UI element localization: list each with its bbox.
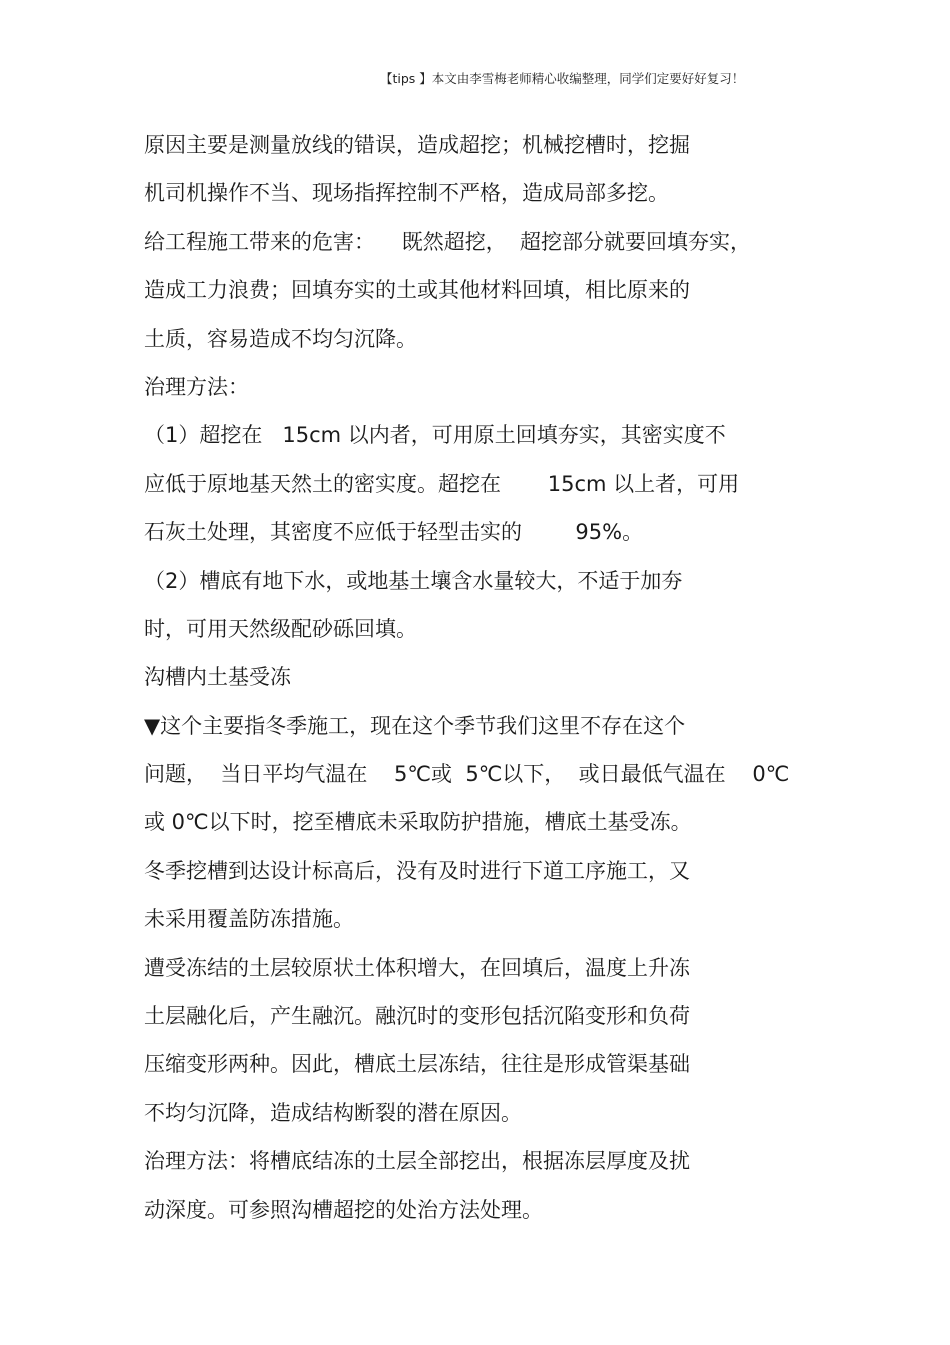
body-line: 压缩变形两种。因此，槽底土层冻结，往往是形成管渠基础 xyxy=(144,1052,690,1077)
body-line: 时，可用天然级配砂砾回填。 xyxy=(144,616,417,641)
body-line: 不均匀沉降，造成结构断裂的潜在原因。 xyxy=(144,1100,522,1125)
body-line: 原因主要是测量放线的错误，造成超挖；机械挖槽时，挖掘 xyxy=(144,133,690,157)
body-line: 石灰土处理，其密度不应低于轻型击实的 95%。 xyxy=(144,520,644,545)
page-header-tips: 【tips 】本文由李雪梅老师精心收编整理，同学们定要好好复习！ xyxy=(380,71,745,86)
body-line: 给工程施工带来的危害： 既然超挖， 超挖部分就要回填夯实， xyxy=(144,229,752,254)
body-line: 动深度。可参照沟槽超挖的处治方法处理。 xyxy=(144,1197,543,1222)
body-line: （2）槽底有地下水，或地基土壤含水量较大，不适于加夯 xyxy=(144,568,683,593)
section-heading: 治理方法： xyxy=(144,374,249,399)
body-line: 冬季挖槽到达设计标高后，没有及时进行下道工序施工，又 xyxy=(144,858,690,883)
body-line: 未采用覆盖防冻措施。 xyxy=(144,907,354,932)
body-line: 或 0℃以下时，挖至槽底未采取防护措施，槽底土基受冻。 xyxy=(144,810,692,835)
body-line: 问题， 当日平均气温在 5℃或 5℃以下， 或日最低气温在 0℃ xyxy=(144,762,790,787)
document-body xyxy=(144,128,834,1241)
body-line: 应低于原地基天然土的密实度。超挖在 15cm 以上者，可用 xyxy=(144,471,740,496)
body-line: 治理方法：将槽底结冻的土层全部挖出，根据冻层厚度及扰 xyxy=(144,1149,690,1174)
body-line: ▼这个主要指冬季施工，现在这个季节我们这里不存在这个 xyxy=(144,713,686,738)
body-line: 造成工力浪费；回填夯实的土或其他材料回填，相比原来的 xyxy=(144,278,690,303)
body-line: 土质，容易造成不均匀沉降。 xyxy=(144,326,417,351)
body-line: 土层融化后，产生融沉。融沉时的变形包括沉陷变形和负荷 xyxy=(144,1004,690,1029)
body-line: （1）超挖在 15cm 以内者，可用原土回填夯实，其密实度不 xyxy=(144,423,726,448)
body-line: 机司机操作不当、现场指挥控制不严格，造成局部多挖。 xyxy=(144,181,669,206)
section-heading: 沟槽内土基受冻 xyxy=(144,665,291,690)
body-line: 遭受冻结的土层较原状土体积增大，在回填后，温度上升冻 xyxy=(144,955,690,980)
